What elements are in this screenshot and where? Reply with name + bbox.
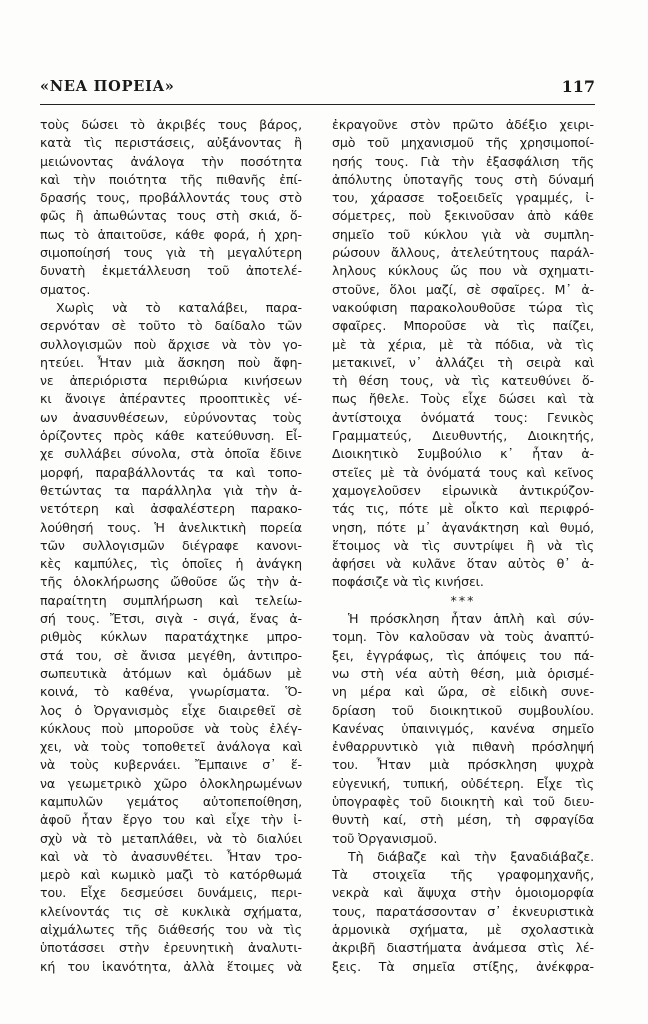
text-line: να γεωμετρικὸ χῶρο ὁλοκληρωμένων [40, 775, 302, 791]
text-line: κατὰ τὶς περιστάσεις, αὐξάνοντας ἢ [40, 135, 302, 151]
text-line: Ἡ πρόσκληση ἦταν ἁπλὴ καὶ σύν- [348, 611, 594, 627]
text-line: πως τὸ ἀπαιτοῦσε, κάθε φορά, ἡ χρη- [40, 226, 302, 242]
text-line: σφαῖρες. Μποροῦσε νὰ τὶς παίζει, [332, 318, 594, 334]
text-line: νω στὴ νέα αὐτὴ θέση, μιὰ ὁρισμέ- [332, 665, 594, 681]
text-line: καὶ τὴν ποιότητα τῆς πιθανῆς ἐπί- [40, 171, 302, 187]
text-line: κοινά, τὸ καθένα, γνωρίσματα. Ὅ- [40, 684, 302, 700]
text-line: τους, παρατάσσονταν σ᾿ ἐκνευριστικὰ [332, 903, 594, 919]
text-line: θετώντας τα παράλληλα γιὰ τὴν ἀ- [40, 482, 302, 498]
text-line: δρασής τους, προβάλλοντάς τους στὸ [40, 190, 302, 206]
text-line: Τὴ διάβαζε καὶ τὴν ξαναδιάβαζε. [348, 848, 594, 864]
text-line: ὑπογραφὲς τοῦ διοικητὴ καὶ τοῦ διευ- [332, 793, 594, 809]
text-line: ἀντίστοιχα ὀνόματά τους: Γενικὸς [332, 409, 594, 425]
text-line: ἀφοῦ ἦταν ἔργο του καὶ εἶχε τὴν ἰ- [40, 812, 302, 828]
text-line: ὑποτάσσει στὴν ἐρευνητικὴ ἀναλυτι- [40, 940, 302, 956]
text-line: φῶς ἢ ἀπωθώντας τους στὴ σκιά, ὅ- [40, 208, 302, 224]
text-line: σματος. [40, 281, 91, 297]
text-line: ξεις. Τὰ σημεῖα στίξης, ἀνέκφρα- [332, 958, 594, 974]
text-line: σμὸ τοῦ μηχανισμοῦ τῆς χρησιμοποί- [332, 135, 594, 151]
text-line: τάς τις, πότε μὲ οἶκτο καὶ περιφρό- [332, 501, 594, 517]
text-line: του. Ἦταν μιὰ πρόσκληση ψυχρὰ [332, 757, 594, 773]
text-line: ρώσουν ἄλλους, ἀτελεύτητους παράλ- [332, 245, 594, 261]
text-line: κύκλους ποὺ μποροῦσε νὰ τοὺς ἐλέγ- [40, 720, 302, 736]
text-line: τομη. Τὸν καλοῦσαν νὰ τοὺς ἀναπτύ- [332, 629, 594, 645]
text-line: Γραμματεύς, Διευθυντής, Διοικητής, [332, 428, 594, 444]
text-line: χε συλλάβει σύνολα, στὰ ὁποῖα ἔδινε [40, 446, 302, 462]
text-line: στεῖες μὲ τὰ ὀνόματά τους καὶ κεῖνος [332, 464, 594, 480]
page-number: 117 [561, 77, 595, 96]
text-line: Χωρὶς νὰ τὸ καταλάβει, παρα- [56, 299, 302, 315]
text-line: σή τους. Ἔτσι, σιγὰ - σιγά, ἕνας ἀ- [40, 611, 302, 627]
text-line: κὲς καμπύλες, τὶς ὁποῖες ἡ ἀνάγκη [40, 556, 302, 572]
text-line: σιμοποίησή τους γιὰ τὴ μεγαλύτερη [40, 245, 302, 261]
text-line: σημεῖο τοῦ κύκλου γιὰ νὰ συμπλη- [332, 226, 594, 242]
text-line: ητεύει. Ἦταν μιὰ ἄσκηση ποὺ ἄφη- [40, 354, 302, 370]
text-line: λος ὁ Ὀργανισμὸς εἶχε διαιρεθεῖ σὲ [40, 702, 302, 718]
text-line: στά του, σὲ ἄνισα μεγέθη, ἀντιπρο- [40, 647, 302, 663]
text-line: ριθμὸς κύκλων παρατάχτηκε μπρο- [40, 629, 302, 645]
text-line: μερὸ καὶ κωμικὸ μαζὶ τὸ κατόρθωμά [40, 867, 302, 883]
text-line: κλείνοντάς τις σὲ κυκλικὰ σχήματα, [40, 903, 302, 919]
text-line: τοὺς δώσει τὸ ἀκριβές τους βάρος, [40, 117, 302, 132]
text-line: ἁρμονικὰ σχήματα, μὲ σχολαστικὰ [332, 922, 594, 938]
text-line: ἀφήσει νὰ κυλᾶνε ὅταν αὐτὸς θ᾿ ἀ- [332, 556, 594, 572]
text-line: του. Εἶχε δεσμεύσει δυνάμεις, περι- [40, 885, 302, 901]
text-line: τῶν συλλογισμῶν διέγραφε κανονι- [40, 537, 302, 553]
text-line: μειώνοντας ἀνάλογα τὴν ποσότητα [40, 153, 302, 169]
text-line: νε ἀπεριόριστα περιθώρια κινήσεων [40, 373, 302, 389]
left-text-column [40, 116, 302, 976]
text-line: παραίτητη συμπλήρωση καὶ τελείω- [40, 592, 302, 608]
text-line: Τὰ στοιχεῖα τῆς γραφομηχανῆς, [332, 867, 594, 883]
text-line: νεκρὰ καὶ ἄψυχα στὴν ὁμοιομορφία [332, 885, 594, 901]
text-line: νακούφιση παρακολουθοῦσε τώρα τὶς [332, 299, 594, 315]
text-line: χει, νὰ τοὺς τοποθετεῖ ἀνάλογα καὶ [40, 739, 302, 755]
text-line: σχὺ νὰ τὸ μεταπλάθει, νὰ τὸ διαλύει [40, 830, 302, 846]
text-line: δυνατὴ ἐκμετάλλευση τοῦ ἀποτελέ- [40, 263, 302, 279]
text-line: Κανένας ὑπαινιγμός, κανένα σημεῖο [332, 720, 594, 736]
text-line: τοῦ Ὀργανισμοῦ. [332, 830, 438, 846]
text-line: πως ἤθελε. Τοὺς εἶχε δώσει καὶ τὰ [332, 391, 594, 407]
text-line: ησής τους. Γιὰ τὴν ἐξασφάλιση τῆς [332, 153, 594, 169]
text-line: ξει, ἐγγράφως, τὶς ἀπόψεις του πά- [332, 647, 594, 663]
right-text-column [332, 116, 594, 976]
text-line: του, χάρασσε τοξοειδεῖς γραμμές, ἰ- [332, 190, 594, 206]
text-line: ἀκριβῆ διαστήματα ἀνάμεσα στὶς λέ- [332, 940, 594, 956]
text-line: μετακινεῖ, ν᾿ ἀλλάζει τὴ σειρὰ καὶ [332, 354, 594, 370]
running-head [40, 78, 595, 100]
text-line: καὶ νὰ τὸ ἀνασυνθέτει. Ἦταν τρο- [40, 848, 302, 864]
book-page [40, 0, 600, 1024]
text-line: νετότερη καὶ ἀσφαλέστερη παρακο- [40, 501, 302, 517]
text-line: μορφή, παραβάλλοντάς τα καὶ τοπο- [40, 464, 302, 480]
text-line: αἰχμάλωτες τῆς διάθεσής του νὰ τὶς [40, 922, 302, 938]
text-line: εὐγενική, τυπική, οὐδέτερη. Εἶχε τὶς [332, 775, 594, 791]
text-line: νὰ τοὺς κυβερνάει. Ἔμπαινε σ᾿ ἕ- [40, 757, 302, 773]
text-line: καμπυλῶν γεμάτος αὐτοπεποίθηση, [40, 793, 302, 809]
text-line: χαμογελοῦσεν εἰρωνικὰ ἀντικρύζον- [332, 482, 594, 498]
text-line: θυντὴ καί, στὴ μέση, τὴ σφραγίδα [332, 812, 594, 828]
text-line: ποφάσιζε νὰ τὶς κινήσει. [332, 574, 484, 590]
text-line: ἕτοιμος νὰ τὶς συντρίψει ἢ νὰ τὶς [332, 537, 594, 553]
text-line: ων ἀνασυνθέσεων, εὐρύνοντας τοὺς [40, 409, 302, 425]
text-line: δρίαση τοῦ διοικητικοῦ συμβουλίου. [332, 702, 594, 718]
text-line: τῆς ὁλοκλήρωσης ὤθοῦσε ὥς τὴν ἀ- [40, 574, 302, 590]
text-line: νη μέρα καὶ ὥρα, σὲ εἰδικὴ συνε- [332, 684, 594, 700]
text-line: τὴ θέση τους, νὰ τὶς κατευθύνει ὅ- [332, 373, 594, 389]
text-line: ὁρίζοντες πρὸς κάθε κατεύθυνση. Εἶ- [40, 428, 302, 444]
text-line: συλλογισμῶν ποὺ ἄρχισε νὰ τὸν γο- [40, 336, 302, 352]
text-line: ἐκραγοῦνε στὸν πρῶτο ἀδέξιο χειρι- [332, 117, 594, 132]
text-line: ἐνθαρρυντικὸ γιὰ πιθανὴ πρόσληψή [332, 739, 594, 755]
text-line: ἀπόλυτης ὑποταγῆς τους στὴ δύναμή [332, 171, 594, 187]
text-line: νηση, πότε μ᾿ ἀγανάκτηση καὶ θυμό, [332, 519, 594, 535]
text-line: Διοικητικὸ Συμβούλιο κ᾿ ἦταν ἀ- [332, 446, 594, 462]
text-line: ληλους κύκλους ὥς που νὰ σχηματι- [332, 263, 594, 279]
header-rule [40, 104, 595, 105]
text-line: σωπευτικὰ ἀτόμων καὶ ὁμάδων μὲ [40, 665, 302, 681]
text-line: στοῦνε, ὅλοι μαζί, σὲ σφαῖρες. Μ᾿ ἀ- [332, 281, 594, 297]
section-separator: *** [450, 592, 476, 608]
text-line: μὲ τὰ χέρια, μὲ τὰ πόδια, νὰ τὶς [332, 336, 594, 352]
text-line: σόμετρες, ποὺ ξεκινοῦσαν ἀπὸ κάθε [332, 208, 594, 224]
text-line: κή του ἱκανότητα, ἀλλὰ ἕτοιμες νὰ [40, 958, 302, 974]
journal-title: «ΝΕΑ ΠΟΡΕΙΑ» [40, 78, 175, 95]
text-line: σερνόταν σὲ τοῦτο τὸ δαίδαλο τῶν [40, 318, 302, 334]
text-line: κι ἄνοιγε ἀπέραντες προοπτικὲς νέ- [40, 391, 302, 407]
text-line: λούθησή τους. Ἡ ἀνελικτικὴ πορεία [40, 519, 302, 535]
